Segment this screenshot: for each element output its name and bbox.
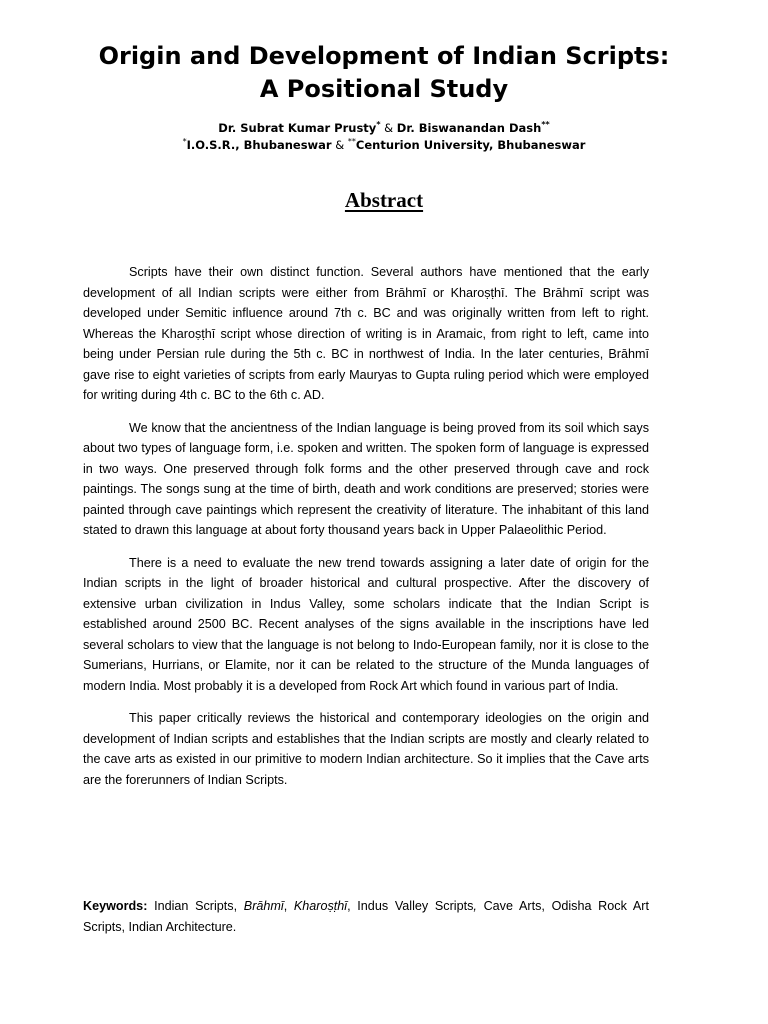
abstract-paragraph-3: There is a need to evaluate the new trend towards assigning a later date of origin for the Indian scripts in the light of broader historical and cultural prospective. After the discovery of extensive urban civilization in Indus Valley, some scholars indicate that the Indian Script is established around 2500 BC. Recent analyses of the signs available in the inscriptions have led several scholars to view that the language is not belong to Indo-European family, nor it is close to the Sumerians, Hurrians, or Elamite, nor it can be related to the structure of the Munda languages of modern India. Most probably it is a developed from Rock Art which found in various part of India. <box>83 555 649 693</box>
affiliation-2-mark: ** <box>347 137 356 146</box>
author-line <box>40 120 728 137</box>
keyword-kharosthi: Kharoṣṭhī <box>293 899 348 913</box>
author-block <box>40 120 728 154</box>
paper-title-line-2: A Positional Study <box>259 75 509 103</box>
affiliation-connector: & <box>331 138 348 152</box>
keywords-block <box>83 896 649 938</box>
author-2-name: Dr. Biswanandan Dash <box>396 121 542 135</box>
author-2-mark: ** <box>541 120 550 129</box>
affiliation-2: Centurion University, Bhubaneswar <box>355 138 586 152</box>
abstract-paragraph-1: Scripts have their own distinct function. Several authors have mentioned that the early development of all Indian scripts were either from Brāhmī or Kharoṣṭhī. The Brāhmī script was developed under Semitic influence around 7th c. BC and was originally written from left to right. Whereas the Kharoṣṭhī script whose direction of writing is in Aramaic, from right to left, came into being under Persian rule during the 5th c. BC in northwest of India. In the later centuries, Brāhmī gave rise to eight varieties of scripts from early Mauryas to Gupta ruling period which were employed for writing during 4th c. BC to the 6th c. AD. <box>83 265 649 402</box>
abstract-paragraph-4: This paper critically reviews the historical and contemporary ideologies on the origin and development of Indian scripts and establishes that the Indian scripts are mostly and clearly related to the cave arts as existed in our primitive to modern Indian architecture. So it implies that the Cave arts are the forerunners of Indian Scripts. <box>83 711 649 787</box>
paper-title <box>40 40 728 106</box>
abstract-body <box>83 262 649 802</box>
affiliation-1: I.O.S.R., Bhubaneswar <box>186 138 332 152</box>
affiliation-line <box>40 137 728 154</box>
keyword-brahmi: Brāhmī <box>243 899 284 913</box>
keyword-part-4: , Indus Valley Scripts <box>347 899 474 913</box>
abstract-heading <box>0 186 768 214</box>
abstract-heading-text: Abstract <box>344 188 424 212</box>
keyword-separator-2: , <box>473 899 484 913</box>
abstract-paragraph-2: We know that the ancientness of the Indian language is being proved from its soil which says about two types of language form, i.e. spoken and written. The spoken form of language is expressed in two ways. One preserved through folk forms and the other preserved through cave and rock paintings. The songs sung at the time of birth, death and work conditions are preserved; stories were painted through cave paintings which represent the creativity of literature. The inhabitant of this land stated to drawn this language at about forty thousand years back in Upper Palaeolithic Period. <box>83 420 649 537</box>
author-1-mark: * <box>376 120 381 129</box>
keyword-part-1: Indian Scripts, <box>147 899 244 913</box>
keywords-label: Keywords: <box>83 899 148 913</box>
author-1-name: Dr. Subrat Kumar Prusty <box>218 121 377 135</box>
affiliation-1-mark: * <box>182 137 187 146</box>
keyword-part-5: Cave Arts, Odisha Rock Art Scripts, Indian Architecture. <box>83 899 649 934</box>
paper-title-line-1: Origin and Development of Indian Scripts: <box>98 42 670 70</box>
author-connector: & <box>380 121 397 135</box>
keyword-separator-1: , <box>283 899 294 913</box>
